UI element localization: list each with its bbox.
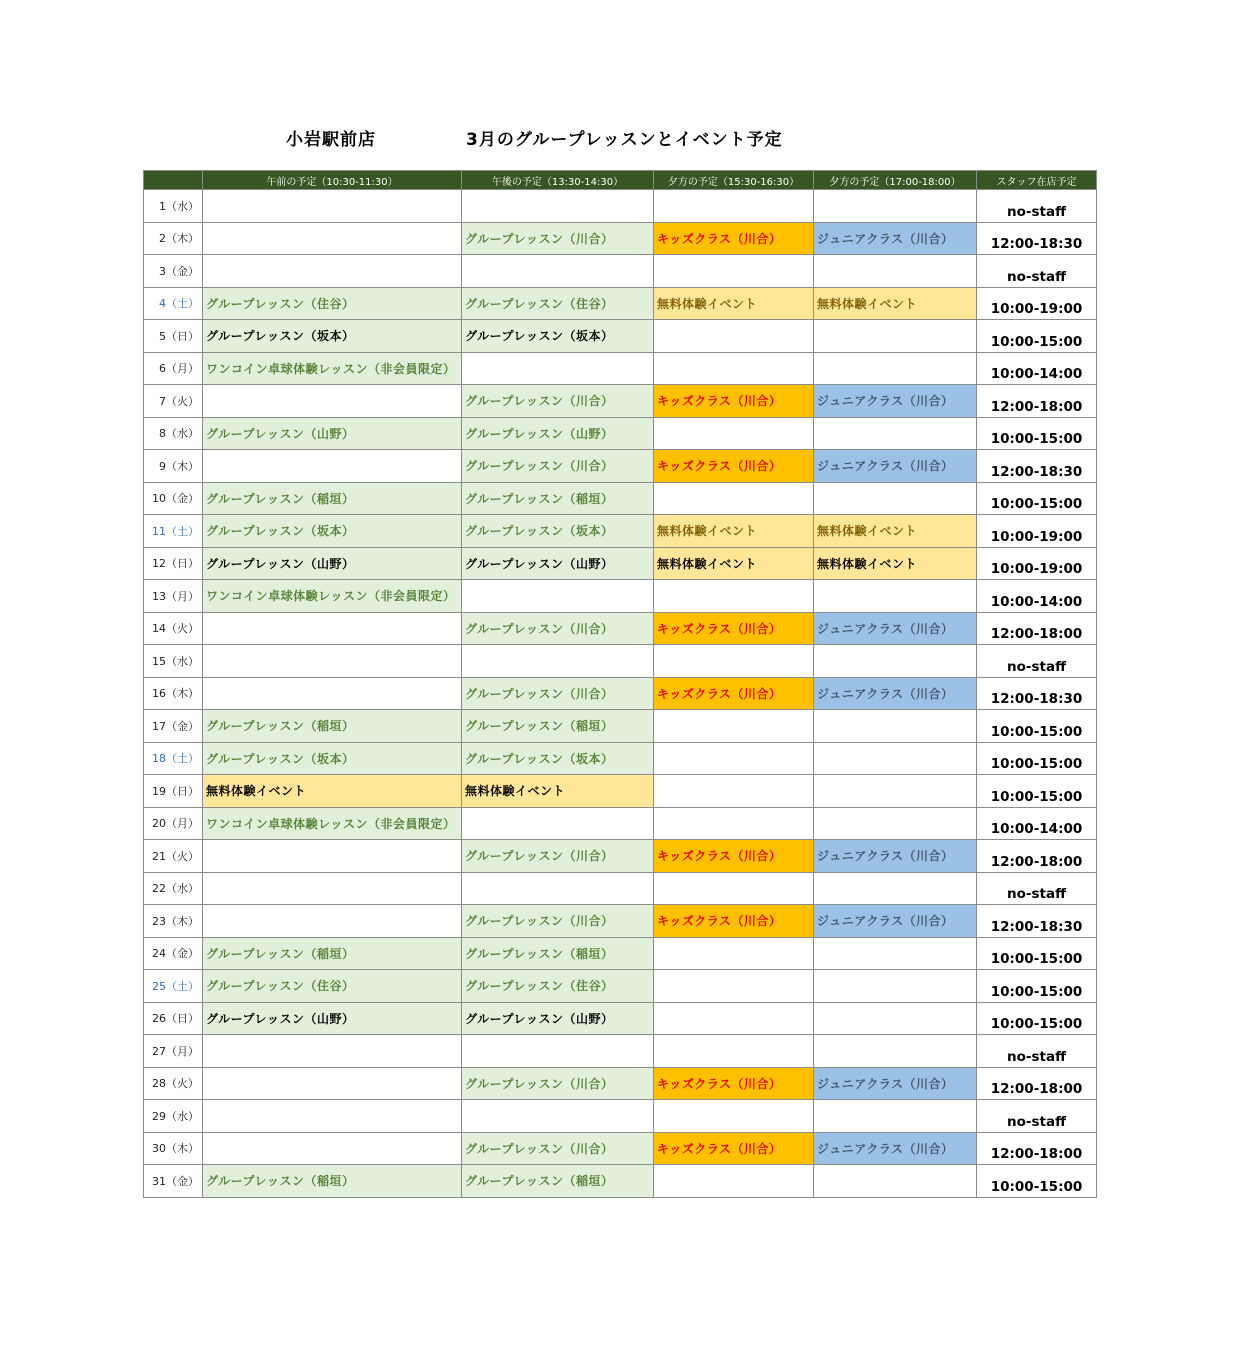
day-cell: 3（金） (144, 255, 203, 288)
table-row (144, 482, 1097, 515)
morning-cell (203, 1035, 462, 1068)
evening-1-cell (654, 417, 814, 450)
afternoon-cell: グループレッスン（山野） (462, 1002, 654, 1035)
evening-1-cell: キッズクラス（川合） (654, 905, 814, 938)
day-cell: 16（木） (144, 677, 203, 710)
evening-2-cell (814, 417, 977, 450)
day-cell: 14（火） (144, 612, 203, 645)
table-row (144, 1100, 1097, 1133)
evening-2-cell (814, 190, 977, 223)
table-row (144, 872, 1097, 905)
evening-1-cell: キッズクラス（川合） (654, 1132, 814, 1165)
evening-1-cell (654, 580, 814, 613)
table-row (144, 515, 1097, 548)
staff-cell: 10:00-14:00 (977, 352, 1097, 385)
afternoon-cell (462, 1035, 654, 1068)
day-cell: 20（月） (144, 807, 203, 840)
staff-cell: 10:00-15:00 (977, 775, 1097, 808)
evening-2-cell (814, 320, 977, 353)
evening-2-cell: ジュニアクラス（川合） (814, 1132, 977, 1165)
day-cell: 13（月） (144, 580, 203, 613)
day-cell: 17（金） (144, 710, 203, 743)
evening-1-cell: キッズクラス（川合） (654, 1067, 814, 1100)
table-row (144, 807, 1097, 840)
day-cell: 21（火） (144, 840, 203, 873)
staff-cell: 10:00-15:00 (977, 742, 1097, 775)
evening-1-cell (654, 710, 814, 743)
morning-cell: グループレッスン（稲垣） (203, 710, 462, 743)
afternoon-cell: グループレッスン（住谷） (462, 970, 654, 1003)
morning-cell: グループレッスン（山野） (203, 417, 462, 450)
evening-2-cell (814, 1100, 977, 1133)
evening-2-cell: ジュニアクラス（川合） (814, 222, 977, 255)
staff-cell: no-staff (977, 255, 1097, 288)
morning-cell (203, 255, 462, 288)
afternoon-cell (462, 645, 654, 678)
morning-cell: グループレッスン（坂本） (203, 515, 462, 548)
afternoon-cell: グループレッスン（山野） (462, 547, 654, 580)
day-cell: 22（水） (144, 872, 203, 905)
afternoon-cell: グループレッスン（川合） (462, 677, 654, 710)
day-cell: 4（土） (144, 287, 203, 320)
table-row (144, 612, 1097, 645)
col-header-day (144, 171, 203, 190)
staff-cell: 10:00-15:00 (977, 1002, 1097, 1035)
day-cell: 10（金） (144, 482, 203, 515)
staff-cell: 12:00-18:30 (977, 905, 1097, 938)
afternoon-cell: グループレッスン（稲垣） (462, 1165, 654, 1198)
afternoon-cell: グループレッスン（坂本） (462, 742, 654, 775)
day-cell: 31（金） (144, 1165, 203, 1198)
table-row (144, 710, 1097, 743)
table-row (144, 970, 1097, 1003)
morning-cell: グループレッスン（坂本） (203, 320, 462, 353)
table-row (144, 580, 1097, 613)
schedule-table (143, 170, 1097, 1198)
day-cell: 12（日） (144, 547, 203, 580)
morning-cell (203, 872, 462, 905)
evening-2-cell (814, 645, 977, 678)
table-row (144, 1035, 1097, 1068)
morning-cell (203, 1132, 462, 1165)
header-row (144, 171, 1097, 190)
evening-1-cell: キッズクラス（川合） (654, 840, 814, 873)
day-cell: 28（火） (144, 1067, 203, 1100)
table-row (144, 677, 1097, 710)
document-title: 3月のグループレッスンとイベント予定 (466, 130, 783, 150)
day-cell: 2（木） (144, 222, 203, 255)
staff-cell: 10:00-19:00 (977, 287, 1097, 320)
evening-2-cell: ジュニアクラス（川合） (814, 612, 977, 645)
morning-cell: グループレッスン（山野） (203, 1002, 462, 1035)
evening-1-cell (654, 970, 814, 1003)
evening-1-cell (654, 352, 814, 385)
evening-1-cell (654, 645, 814, 678)
afternoon-cell (462, 190, 654, 223)
staff-cell: 10:00-15:00 (977, 320, 1097, 353)
staff-cell: 10:00-15:00 (977, 417, 1097, 450)
staff-cell: 10:00-14:00 (977, 580, 1097, 613)
morning-cell (203, 222, 462, 255)
morning-cell (203, 612, 462, 645)
table-row (144, 352, 1097, 385)
morning-cell: グループレッスン（稲垣） (203, 482, 462, 515)
afternoon-cell: グループレッスン（坂本） (462, 515, 654, 548)
evening-2-cell (814, 1002, 977, 1035)
afternoon-cell: グループレッスン（稲垣） (462, 482, 654, 515)
store-name: 小岩駅前店 (286, 130, 376, 150)
staff-cell: 12:00-18:00 (977, 385, 1097, 418)
evening-1-cell: キッズクラス（川合） (654, 222, 814, 255)
evening-2-cell: ジュニアクラス（川合） (814, 677, 977, 710)
schedule-body (144, 190, 1097, 1198)
day-cell: 9（木） (144, 450, 203, 483)
afternoon-cell (462, 807, 654, 840)
staff-cell: 12:00-18:30 (977, 677, 1097, 710)
morning-cell (203, 645, 462, 678)
evening-1-cell (654, 1002, 814, 1035)
morning-cell: ワンコイン卓球体験レッスン（非会員限定） (203, 352, 462, 385)
day-cell: 5（日） (144, 320, 203, 353)
staff-cell: 10:00-15:00 (977, 482, 1097, 515)
evening-1-cell (654, 872, 814, 905)
evening-2-cell: ジュニアクラス（川合） (814, 840, 977, 873)
evening-1-cell (654, 1035, 814, 1068)
evening-1-cell: 無料体験イベント (654, 287, 814, 320)
afternoon-cell: グループレッスン（川合） (462, 612, 654, 645)
day-cell: 7（火） (144, 385, 203, 418)
evening-2-cell (814, 1165, 977, 1198)
col-header-staff: スタッフ在店予定 (977, 171, 1097, 190)
table-row (144, 450, 1097, 483)
morning-cell: グループレッスン（稲垣） (203, 937, 462, 970)
staff-cell: 10:00-15:00 (977, 1165, 1097, 1198)
staff-cell: 12:00-18:30 (977, 450, 1097, 483)
day-cell: 18（土） (144, 742, 203, 775)
morning-cell (203, 1067, 462, 1100)
table-row (144, 1002, 1097, 1035)
table-row (144, 385, 1097, 418)
staff-cell: 12:00-18:00 (977, 840, 1097, 873)
evening-1-cell (654, 320, 814, 353)
evening-2-cell: ジュニアクラス（川合） (814, 1067, 977, 1100)
day-cell: 30（木） (144, 1132, 203, 1165)
table-row (144, 1067, 1097, 1100)
table-row (144, 742, 1097, 775)
evening-2-cell: ジュニアクラス（川合） (814, 385, 977, 418)
evening-1-cell (654, 775, 814, 808)
evening-1-cell (654, 255, 814, 288)
evening-2-cell: 無料体験イベント (814, 547, 977, 580)
col-header-morning: 午前の予定（10:30-11:30） (203, 171, 462, 190)
morning-cell (203, 840, 462, 873)
evening-1-cell (654, 190, 814, 223)
morning-cell: グループレッスン（住谷） (203, 287, 462, 320)
day-cell: 24（金） (144, 937, 203, 970)
staff-cell: 10:00-14:00 (977, 807, 1097, 840)
day-cell: 25（土） (144, 970, 203, 1003)
evening-2-cell: ジュニアクラス（川合） (814, 905, 977, 938)
col-header-evening-1: 夕方の予定（15:30-16:30） (654, 171, 814, 190)
day-cell: 6（月） (144, 352, 203, 385)
evening-2-cell (814, 937, 977, 970)
evening-2-cell (814, 482, 977, 515)
evening-2-cell (814, 1035, 977, 1068)
staff-cell: 10:00-15:00 (977, 937, 1097, 970)
morning-cell: グループレッスン（山野） (203, 547, 462, 580)
table-row (144, 840, 1097, 873)
table-row (144, 1165, 1097, 1198)
morning-cell (203, 677, 462, 710)
afternoon-cell: グループレッスン（坂本） (462, 320, 654, 353)
staff-cell: no-staff (977, 645, 1097, 678)
afternoon-cell: グループレッスン（川合） (462, 1067, 654, 1100)
evening-2-cell (814, 255, 977, 288)
staff-cell: no-staff (977, 190, 1097, 223)
table-row (144, 905, 1097, 938)
morning-cell: ワンコイン卓球体験レッスン（非会員限定） (203, 807, 462, 840)
day-cell: 1（水） (144, 190, 203, 223)
evening-2-cell (814, 580, 977, 613)
afternoon-cell (462, 1100, 654, 1133)
staff-cell: no-staff (977, 1100, 1097, 1133)
afternoon-cell: グループレッスン（住谷） (462, 287, 654, 320)
morning-cell (203, 450, 462, 483)
staff-cell: 10:00-15:00 (977, 710, 1097, 743)
afternoon-cell: グループレッスン（川合） (462, 905, 654, 938)
evening-2-cell (814, 352, 977, 385)
evening-2-cell: 無料体験イベント (814, 287, 977, 320)
evening-1-cell: キッズクラス（川合） (654, 677, 814, 710)
morning-cell: 無料体験イベント (203, 775, 462, 808)
evening-2-cell (814, 807, 977, 840)
afternoon-cell: グループレッスン（川合） (462, 840, 654, 873)
evening-1-cell (654, 807, 814, 840)
evening-1-cell (654, 742, 814, 775)
afternoon-cell: グループレッスン（稲垣） (462, 937, 654, 970)
table-row (144, 417, 1097, 450)
staff-cell: 10:00-19:00 (977, 547, 1097, 580)
morning-cell (203, 1100, 462, 1133)
evening-2-cell: 無料体験イベント (814, 515, 977, 548)
afternoon-cell: グループレッスン（川合） (462, 450, 654, 483)
evening-1-cell: キッズクラス（川合） (654, 450, 814, 483)
evening-1-cell: 無料体験イベント (654, 547, 814, 580)
staff-cell: 12:00-18:30 (977, 222, 1097, 255)
staff-cell: no-staff (977, 872, 1097, 905)
afternoon-cell: グループレッスン（山野） (462, 417, 654, 450)
day-cell: 26（日） (144, 1002, 203, 1035)
table-row (144, 775, 1097, 808)
morning-cell: グループレッスン（稲垣） (203, 1165, 462, 1198)
staff-cell: 12:00-18:00 (977, 612, 1097, 645)
afternoon-cell (462, 580, 654, 613)
afternoon-cell: グループレッスン（川合） (462, 385, 654, 418)
afternoon-cell (462, 352, 654, 385)
evening-2-cell (814, 775, 977, 808)
evening-2-cell (814, 872, 977, 905)
day-cell: 15（水） (144, 645, 203, 678)
evening-1-cell: 無料体験イベント (654, 515, 814, 548)
afternoon-cell (462, 872, 654, 905)
afternoon-cell: グループレッスン（川合） (462, 222, 654, 255)
afternoon-cell: グループレッスン（稲垣） (462, 710, 654, 743)
day-cell: 29（水） (144, 1100, 203, 1133)
table-row (144, 937, 1097, 970)
afternoon-cell: グループレッスン（川合） (462, 1132, 654, 1165)
table-row (144, 255, 1097, 288)
table-row (144, 190, 1097, 223)
day-cell: 19（日） (144, 775, 203, 808)
day-cell: 8（水） (144, 417, 203, 450)
evening-2-cell (814, 710, 977, 743)
evening-2-cell: ジュニアクラス（川合） (814, 450, 977, 483)
afternoon-cell: 無料体験イベント (462, 775, 654, 808)
morning-cell (203, 385, 462, 418)
table-row (144, 320, 1097, 353)
table-row (144, 222, 1097, 255)
morning-cell (203, 905, 462, 938)
table-row (144, 645, 1097, 678)
morning-cell: グループレッスン（住谷） (203, 970, 462, 1003)
table-row (144, 287, 1097, 320)
staff-cell: 10:00-15:00 (977, 970, 1097, 1003)
staff-cell: 10:00-19:00 (977, 515, 1097, 548)
evening-1-cell: キッズクラス（川合） (654, 612, 814, 645)
morning-cell: グループレッスン（坂本） (203, 742, 462, 775)
evening-1-cell (654, 1100, 814, 1133)
evening-1-cell (654, 937, 814, 970)
evening-2-cell (814, 742, 977, 775)
staff-cell: 12:00-18:00 (977, 1132, 1097, 1165)
col-header-afternoon: 午後の予定（13:30-14:30） (462, 171, 654, 190)
day-cell: 11（土） (144, 515, 203, 548)
day-cell: 27（月） (144, 1035, 203, 1068)
day-cell: 23（木） (144, 905, 203, 938)
table-row (144, 547, 1097, 580)
staff-cell: no-staff (977, 1035, 1097, 1068)
staff-cell: 12:00-18:00 (977, 1067, 1097, 1100)
evening-2-cell (814, 970, 977, 1003)
evening-1-cell (654, 482, 814, 515)
table-row (144, 1132, 1097, 1165)
morning-cell: ワンコイン卓球体験レッスン（非会員限定） (203, 580, 462, 613)
evening-1-cell: キッズクラス（川合） (654, 385, 814, 418)
afternoon-cell (462, 255, 654, 288)
morning-cell (203, 190, 462, 223)
evening-1-cell (654, 1165, 814, 1198)
col-header-evening-2: 夕方の予定（17:00-18:00） (814, 171, 977, 190)
